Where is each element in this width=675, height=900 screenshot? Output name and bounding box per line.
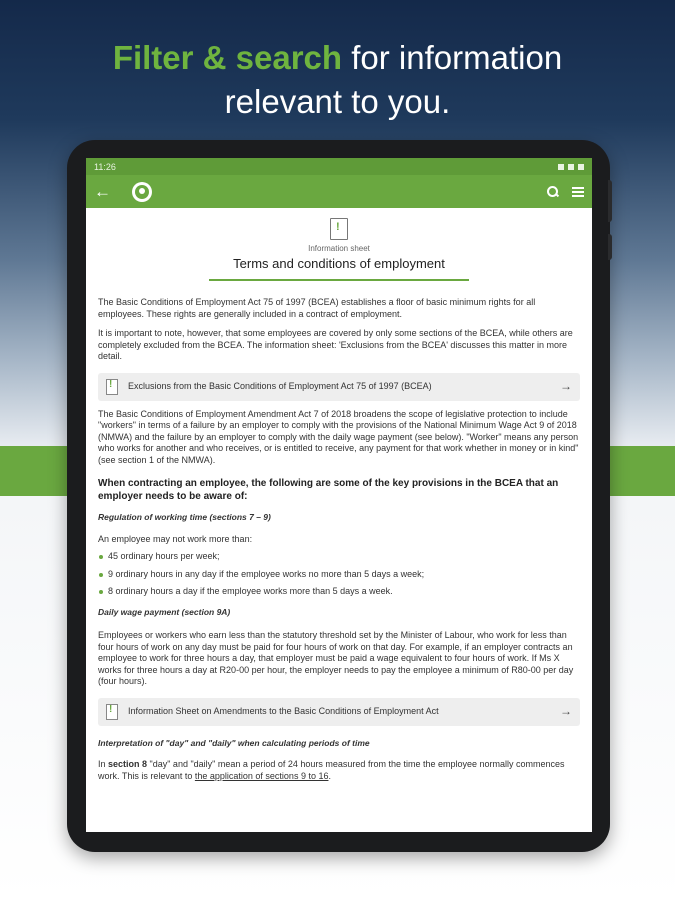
list-item: 45 ordinary hours per week; xyxy=(98,551,580,563)
link-card-label: Information Sheet on Amendments to the Basic Conditions of Employment Act xyxy=(128,705,439,716)
status-time: 11:26 xyxy=(94,161,116,172)
section-heading-working-time: Regulation of working time (sections 7 – 9) xyxy=(98,512,271,522)
link-card-label: Exclusions from the Basic Conditions of Employment Act 75 of 1997 (BCEA) xyxy=(128,380,432,391)
document-header xyxy=(98,208,580,281)
headline-accent: Filter & search xyxy=(112,39,343,76)
tablet-screen xyxy=(86,158,592,832)
key-provisions-heading: When contracting an employee, the following are some of the key provisions in the BCEA that an employer needs to be aware of: xyxy=(98,478,559,502)
text-span: . xyxy=(328,770,331,781)
paragraph-daily-wage: Employees or workers who earn less than the statutory threshold set by the Minister of Labour, who work for less than four hours of work on any day must be paid for four hours of work on that day. For example, if an employer contracts an employee to work for three hours a day, that employer must be paid a wage equivalent to four hours of work. If Ms X works for three hours a day at R20-00 per hour, the employer needs to pay the employee a minimum of R80-00 per day (four hours). xyxy=(98,630,574,686)
section-heading-day-interpretation: Interpretation of "day" and "daily" when calculating periods of time xyxy=(98,737,370,748)
tablet-volume-button xyxy=(608,234,612,260)
signal-icon xyxy=(558,164,564,170)
headline-rest: for information xyxy=(342,39,563,76)
section-reference: section 8 xyxy=(108,759,148,769)
link-card-exclusions[interactable] xyxy=(98,373,580,401)
page-title: Terms and conditions of employment xyxy=(233,255,445,271)
headline-line2: relevant to you. xyxy=(224,83,451,120)
text-span: "day" and "daily" mean a period of 24 hours measured from the time the employee normally commences work. This is relevant to xyxy=(98,759,565,781)
paragraph-amendment: The Basic Conditions of Employment Amendment Act 7 of 2018 broadens the scope of legislative protection to include "workers" in terms of a failure by an employer to comply with the provisions of the National Minimum Wage Act 9 of 2018 (NMWA) and the failure by an employer to comply with the daily wage payment (see below). "Worker" means any person who works for another and who receives, or is entitled to receive, any payment for that work whether in money or in kind" (see section 1 of the NMWA). xyxy=(98,408,579,465)
sections-link[interactable]: the application of sections 9 to 16 xyxy=(194,770,329,781)
list-item: 8 ordinary hours a day if the employee works more than 5 days a week. xyxy=(98,586,580,598)
promo-headline xyxy=(0,36,675,124)
section-heading-daily-wage: Daily wage payment (section 9A) xyxy=(98,606,231,617)
arrow-right-icon: → xyxy=(560,378,572,393)
text-span: In xyxy=(98,759,109,769)
link-card-amendments[interactable] xyxy=(98,698,580,726)
wifi-icon xyxy=(568,164,574,170)
information-sheet-icon xyxy=(106,704,118,720)
document-type-label: Information sheet xyxy=(308,244,370,253)
status-bar xyxy=(86,158,592,175)
app-bar xyxy=(86,175,592,208)
department-logo-icon xyxy=(132,182,152,202)
working-hours-list xyxy=(98,551,580,598)
title-underline xyxy=(209,279,469,281)
arrow-right-icon: → xyxy=(560,703,572,718)
information-sheet-icon: ! xyxy=(330,218,348,240)
paragraph-exclusions: It is important to note, however, that some employees are covered by only some sections of the BCEA, while others are completely excluded from the BCEA. The information sheet: 'Exclusions from the BCEA' discusses this matter in more detail. xyxy=(98,328,573,361)
arrow-left-icon[interactable]: ← xyxy=(94,181,111,201)
list-item: 9 ordinary hours in any day if the employee works no more than 5 days a week; xyxy=(98,569,580,581)
search-icon[interactable] xyxy=(547,186,558,197)
paragraph-intro: The Basic Conditions of Employment Act 75 of 1997 (BCEA) establishes a floor of basic minimum rights for all employees. These rights are generally included in a contract of employment. xyxy=(98,297,536,319)
document-content xyxy=(86,208,592,782)
tablet-power-button xyxy=(608,180,612,222)
paragraph-work-limit: An employee may not work more than: xyxy=(98,533,253,544)
paragraph-day-definition xyxy=(98,759,580,782)
information-sheet-icon xyxy=(106,379,118,395)
menu-icon[interactable] xyxy=(572,187,584,197)
battery-icon xyxy=(578,164,584,170)
